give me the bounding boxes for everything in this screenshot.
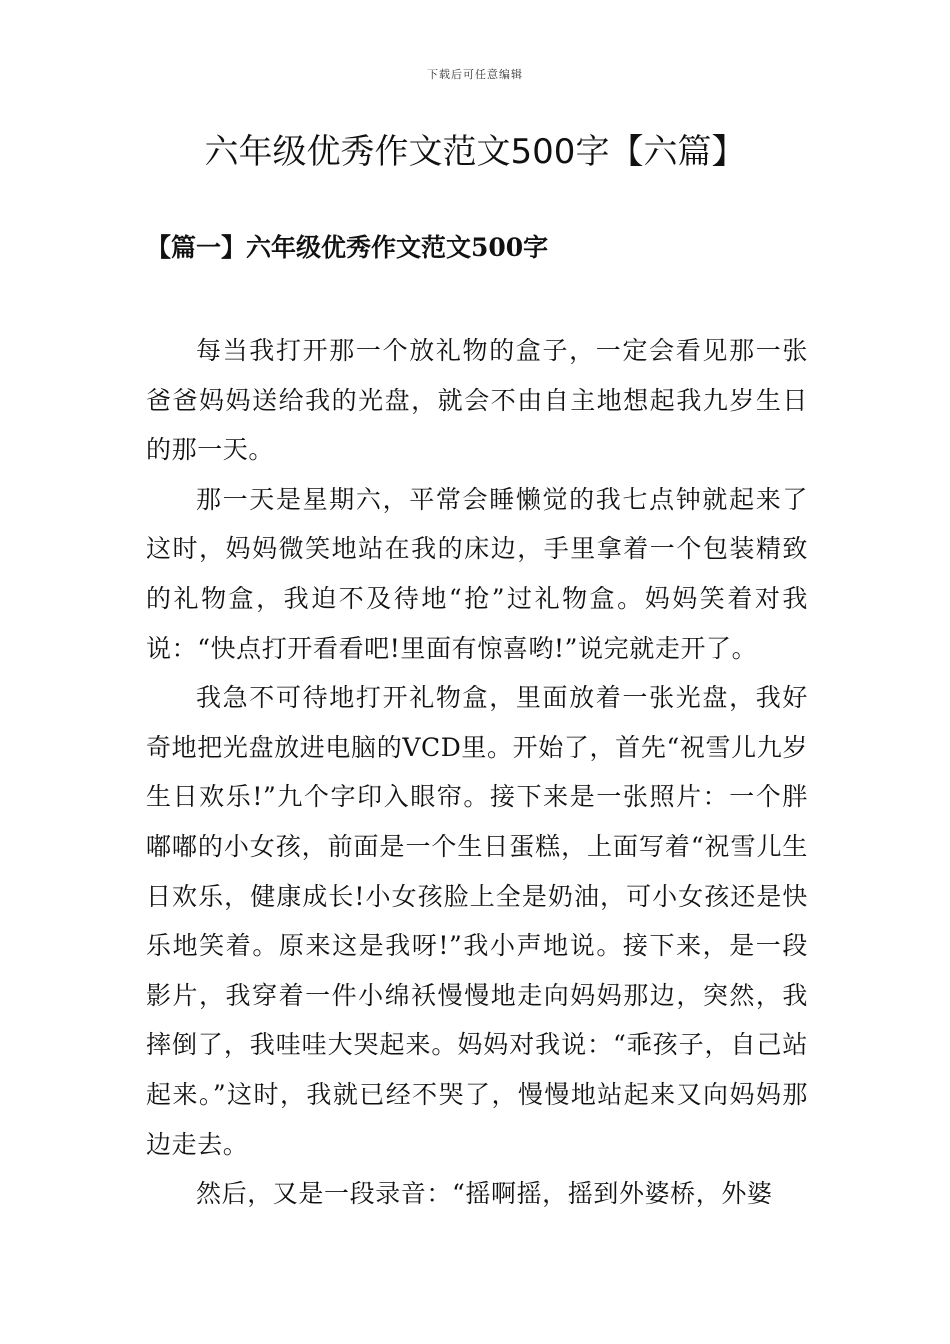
header-note: 下载后可任意编辑 — [427, 68, 523, 81]
paragraph: 那一天是星期六，平常会睡懒觉的我七点钟就起来了这时，妈妈微笑地站在我的床边，手里拿着一个包装精致的礼物盒，我迫不及待地“抢”过礼物盒。妈妈笑着对我说：“快点打开看看吧!里面有惊喜哟!”说完就走开了。 — [146, 484, 808, 663]
paragraph: 每当我打开那一个放礼物的盒子，一定会看见那一张爸爸妈妈送给我的光盘，就会不由自主地想起我九岁生日的那一天。 — [146, 336, 808, 465]
document-title: 六年级优秀作文范文500字【六篇】 — [204, 132, 746, 172]
paragraph: 然后，又是一段录音：“摇啊摇，摇到外婆桥，外婆 — [196, 1179, 773, 1209]
section-heading: 【篇一】六年级优秀作文范文500字 — [146, 233, 549, 262]
document-body — [146, 326, 808, 1219]
paragraph: 我急不可待地打开礼物盒，里面放着一张光盘，我好奇地把光盘放进电脑的VCD里。开始了，首先“祝雪儿九岁生日欢乐!”九个字印入眼帘。接下来是一张照片：一个胖嘟嘟的小女孩，前面是一个生日蛋糕，上面写着“祝雪儿生日欢乐，健康成长!小女孩脸上全是奶油，可小女孩还是快乐地笑着。原来这是我呀!”我小声地说。接下来，是一段影片，我穿着一件小绵袄慢慢地走向妈妈那边，突然，我摔倒了，我哇哇大哭起来。妈妈对我说：“乖孩子，自己站起来。”这时，我就已经不哭了，慢慢地站起来又向妈妈那边走去。 — [146, 683, 808, 1159]
